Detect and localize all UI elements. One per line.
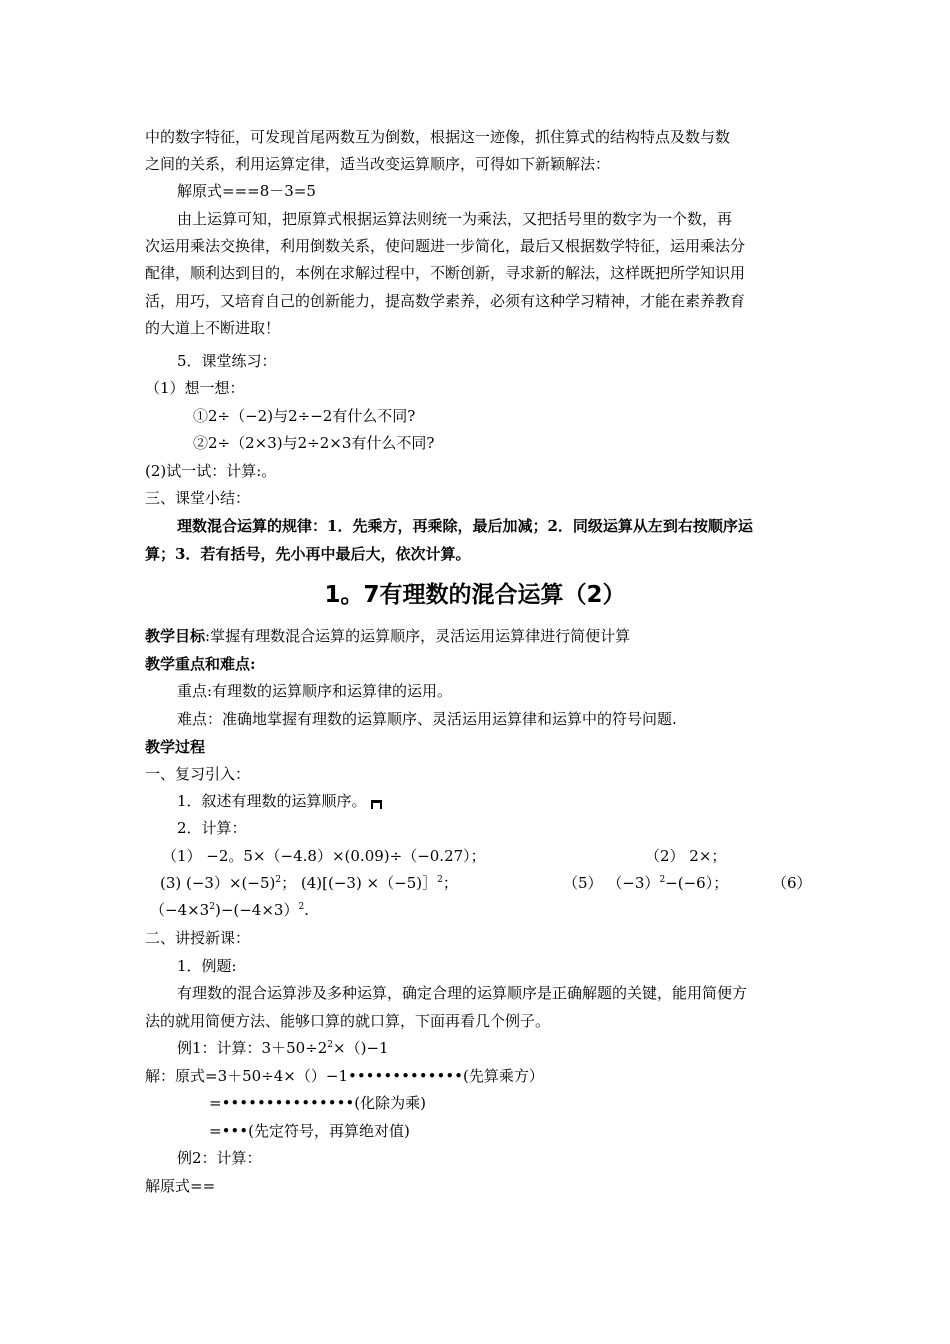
section-heading: 二、讲授新课： xyxy=(145,929,251,947)
calc-text: ； xyxy=(442,874,458,892)
difficult-point: 难点：准确地掌握有理数的运算顺序、灵活运用运算律和运算中的符号问题. xyxy=(177,710,677,728)
calc-item: （1） −2。5×（−4.8）×(0.09)÷（−0.27）； xyxy=(162,847,486,865)
calc-item: （2） 2×； xyxy=(645,847,727,865)
exponent: 2 xyxy=(298,902,305,912)
paragraph-line: 中的数字特征，可发现首尾两数互为倒数，根据这一迹像，抓住算式的结构特点及数与数 xyxy=(145,128,731,146)
section-heading: 教学重点和难点: xyxy=(145,655,256,673)
exponent: 2 xyxy=(659,875,666,885)
solution-line: 解：原式=3＋50÷4×（）−1•••••••••••••(先算乘方） xyxy=(145,1067,544,1085)
calc-item xyxy=(150,900,309,920)
section-item: (2)试一试：计算:。 xyxy=(145,462,277,480)
section-heading: 教学过程 xyxy=(145,738,206,756)
exponent: 2 xyxy=(327,1040,334,1050)
calc-text: . xyxy=(304,901,309,919)
calc-item xyxy=(563,873,728,893)
goal-text: :掌握有理数混合运算的运算顺序，灵活运用运算律进行简便计算 xyxy=(205,627,631,645)
exponent: 2 xyxy=(275,875,282,885)
question-line: ②2÷（2×3)与2÷2×3有什么不同? xyxy=(193,434,435,452)
section-item: 1．例题: xyxy=(177,957,237,975)
section-item: （1）想一想： xyxy=(145,379,245,397)
solution-line: 解原式===8－3=5 xyxy=(177,182,316,200)
exponent: 2 xyxy=(209,902,215,912)
question-line: ①2÷（−2)与2÷−2有什么不同? xyxy=(193,407,416,425)
exponent: 2 xyxy=(437,875,443,885)
bracket-mark-icon xyxy=(371,800,382,809)
paragraph-line: 由上运算可知，把原算式根据运算法则统一为乘法，又把括号里的数字为一个数，再 xyxy=(177,210,733,228)
calc-text: ； (4)[(−3) ×（−5)］ xyxy=(281,874,438,892)
calc-text: （−4×3 xyxy=(150,901,210,919)
section-item: 5．课堂练习： xyxy=(177,352,277,370)
paragraph-line: 次运用乘法交换律，利用倒数关系，使问题进一步简化，最后又根据数学特征，运用乘法分 xyxy=(145,237,746,255)
paragraph-line: 有理数的混合运算涉及多种运算，确定合理的运算顺序是正确解题的关键，能用简便方 xyxy=(177,984,748,1002)
paragraph-line: 的大道上不断进取！ xyxy=(145,319,281,337)
section-heading: 三、课堂小结： xyxy=(145,489,251,507)
example-line: 例2：计算： xyxy=(177,1149,262,1167)
teaching-goal xyxy=(145,626,630,646)
key-point: 重点:有理数的运算顺序和运算律的运用。 xyxy=(177,682,453,700)
section-heading: 一、复习引入： xyxy=(145,765,251,783)
paragraph-line: 活，用巧，又培育自己的创新能力，提高数学素养，必须有这种学习精神，才能在素养教育 xyxy=(145,292,746,310)
calc-text: )−(−4×3） xyxy=(214,901,299,919)
summary-rule-line: 理数混合运算的规律：1．先乘方，再乘除，最后加减；2．同级运算从左到右按顺序运 xyxy=(177,517,753,535)
example-line xyxy=(177,1038,389,1058)
solution-line: 解原式== xyxy=(145,1177,216,1195)
lesson-title: 1。7有理数的混合运算（2） xyxy=(324,582,626,608)
goal-label: 教学目标 xyxy=(145,627,206,645)
calc-text: −(−6）； xyxy=(665,874,729,892)
review-item: 2．计算： xyxy=(177,819,247,837)
paragraph-line: 法的就用简便方法、能够口算的就口算，下面再看几个例子。 xyxy=(145,1012,551,1030)
calc-item: （6） xyxy=(772,874,812,892)
example-text: ×（)−1 xyxy=(333,1039,389,1057)
solution-line: =•••••••••••••••(化除为乘) xyxy=(209,1094,426,1112)
review-item-text: 1．叙述有理数的运算顺序。 xyxy=(177,792,367,810)
paragraph-line: 配律，顺利达到目的，本例在求解过程中，不断创新，寻求新的解法，这样既把所学知识用 xyxy=(145,264,746,282)
summary-rule-line: 算；3．若有括号，先小再中最后大，依次计算。 xyxy=(145,545,471,563)
calc-item xyxy=(160,873,458,893)
calc-text: （5） （−3） xyxy=(563,874,660,892)
example-text: 例1：计算：3＋50÷2 xyxy=(177,1039,328,1057)
solution-line: =•••(先定符号，再算绝对值) xyxy=(209,1122,410,1140)
calc-text: (3) (−3）×(−5) xyxy=(160,874,276,892)
paragraph-line: 之间的关系，利用运算定律，适当改变运算顺序，可得如下新颖解法： xyxy=(145,155,611,173)
review-item xyxy=(177,791,382,811)
